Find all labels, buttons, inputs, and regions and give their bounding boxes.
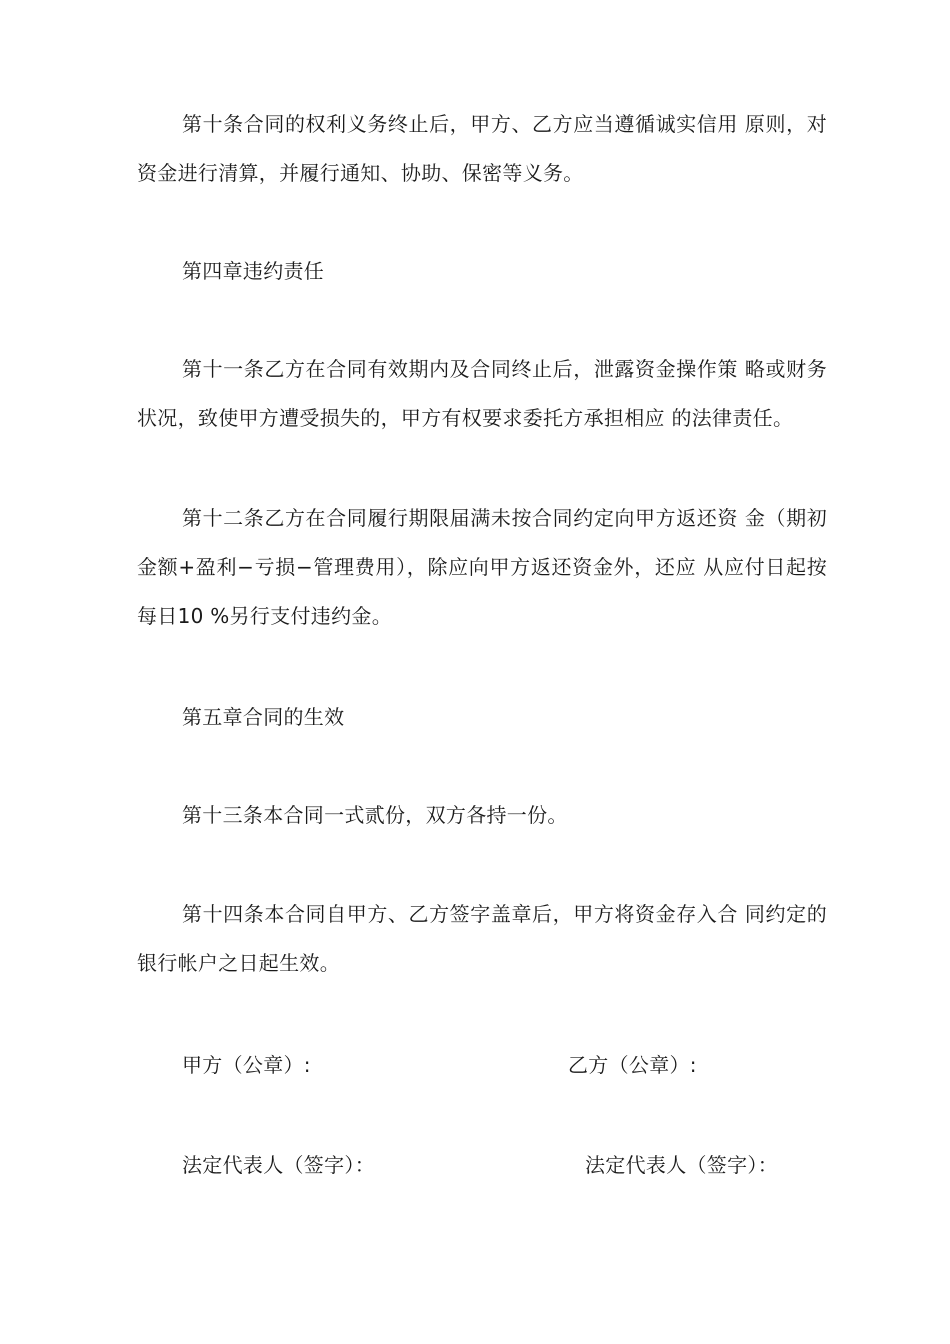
chapter-5-heading: 第五章合同的生效 (182, 705, 345, 729)
article-13: 第十三条本合同一式贰份，双方各持一份。 (182, 803, 568, 827)
party-a-representative-label: 法定代表人（签字）： (182, 1153, 375, 1177)
chapter-4-heading: 第四章违约责任 (182, 259, 325, 283)
party-b-representative-label: 法定代表人（签字）： (585, 1153, 778, 1177)
article-10: 第十条合同的权利义务终止后，甲方、乙方应当遵循诚实信用 原则，对资金进行清算，并履行通知、协助、保密等义务。 (137, 112, 827, 185)
article-12: 第十二条乙方在合同履行期限届满未按合同约定向甲方返还资 金（期初金额+盈利−亏损−管理费用），除应向甲方返还资金外，还应 从应付日起按每日10 %另行支付违约金。 (137, 506, 827, 628)
article-14: 第十四条本合同自甲方、乙方签字盖章后，甲方将资金存入合 同约定的银行帐户之日起生效。 (137, 902, 827, 975)
party-b-seal-label: 乙方（公章）: (568, 1053, 697, 1077)
article-11: 第十一条乙方在合同有效期内及合同终止后，泄露资金操作策 略或财务状况，致使甲方遭受损失的，甲方有权要求委托方承担相应 的法律责任。 (137, 357, 827, 430)
party-a-seal-label: 甲方（公章）: (182, 1053, 311, 1077)
